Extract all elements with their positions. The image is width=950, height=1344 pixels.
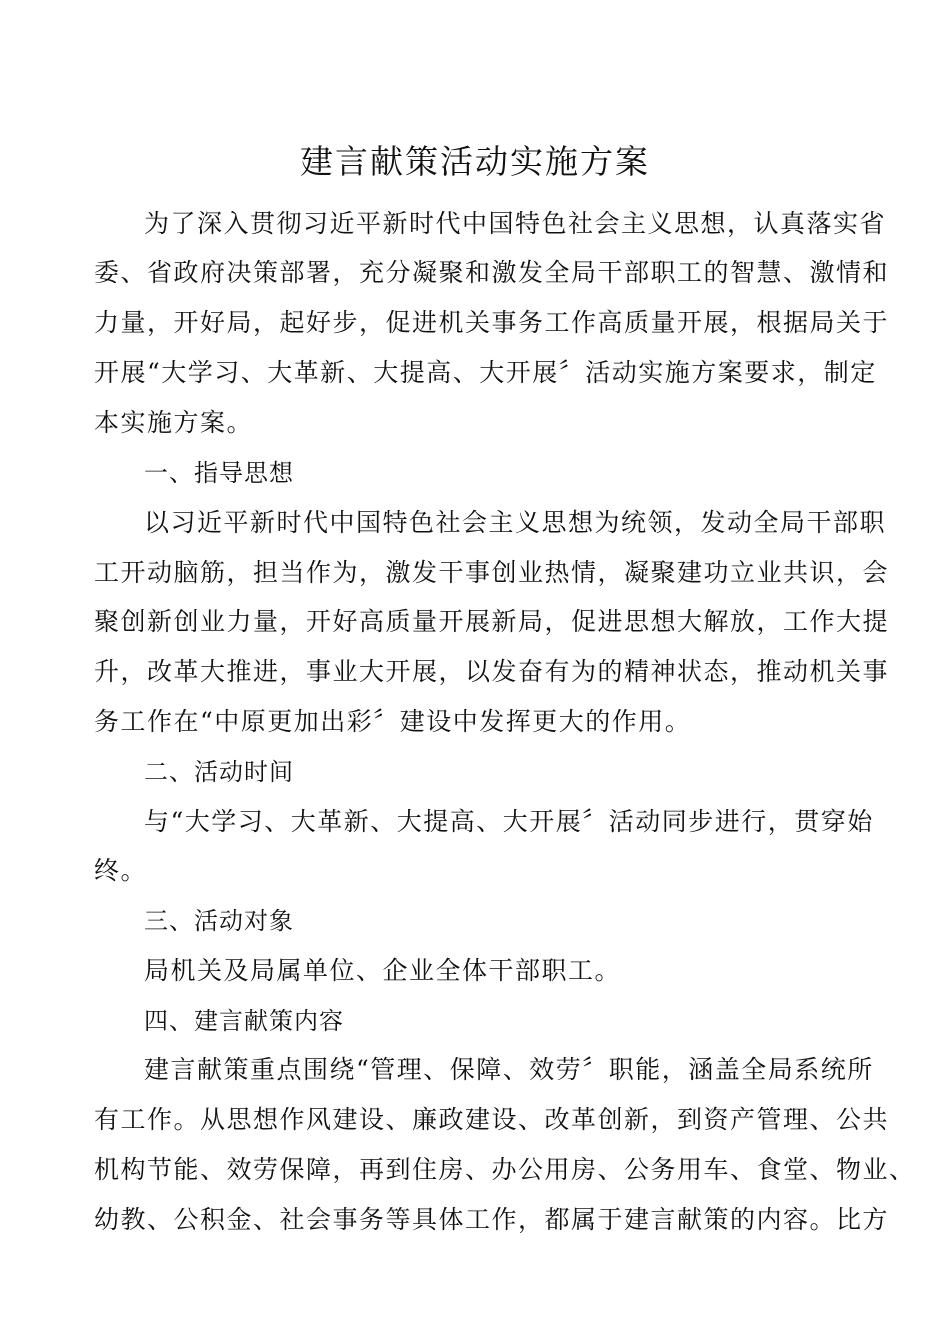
intro-line: 本实施方案。 xyxy=(94,408,254,437)
section-heading-activity-target: 三、活动对象 xyxy=(144,907,294,935)
intro-line: 委、省政府决策部署，充分凝聚和激发全局干部职工的智慧、激情和 xyxy=(94,258,890,287)
section-line: 与“大学习、大革新、大提高、大开展〞活动同步进行，贯穿始 xyxy=(144,807,874,836)
intro-line: 为了深入贯彻习近平新时代中国特色社会主义思想，认真落实省 xyxy=(144,209,887,238)
section-line: 工开动脑筋，担当作为，激发干事创业热情，凝聚建功立业共识，会 xyxy=(94,558,890,587)
section-line: 聚创新创业力量，开好高质量开展新局，促进思想大解放，工作大提 xyxy=(94,607,890,636)
section-heading-suggestion-content: 四、建言献策内容 xyxy=(144,1007,344,1035)
section-line: 局机关及局属单位、企业全体干部职工。 xyxy=(144,956,622,985)
section-line: 有工作。从思想作风建设、廉政建设、改革创新，到资产管理、公共 xyxy=(94,1105,890,1134)
intro-line: 力量，开好局，起好步，促进机关事务工作高质量开展，根据局关于 xyxy=(94,308,890,337)
section-line: 机构节能、效劳保障，再到住房、办公用房、公务用车、食堂、物业、 xyxy=(94,1155,916,1184)
section-line: 务工作在“中原更加出彩〞建设中发挥更大的作用。 xyxy=(94,707,692,736)
document-title: 建言献策活动实施方案 xyxy=(300,142,650,181)
section-line: 终。 xyxy=(94,856,148,885)
section-line: 以习近平新时代中国特色社会主义思想为统领，发动全局干部职 xyxy=(144,508,887,537)
intro-line: 开展“大学习、大革新、大提高、大开展〞活动实施方案要求，制定 xyxy=(94,358,877,387)
section-heading-activity-time: 二、活动时间 xyxy=(144,758,294,786)
section-line: 幼教、公积金、社会事务等具体工作，都属于建言献策的内容。比方 xyxy=(94,1205,890,1234)
section-heading-guiding-ideology: 一、指导思想 xyxy=(144,459,294,487)
section-line: 建言献策重点围绕“管理、保障、效劳〞职能，涵盖全局系统所 xyxy=(144,1055,874,1084)
section-line: 升，改革大推进，事业大开展，以发奋有为的精神状态，推动机关事 xyxy=(94,657,890,686)
